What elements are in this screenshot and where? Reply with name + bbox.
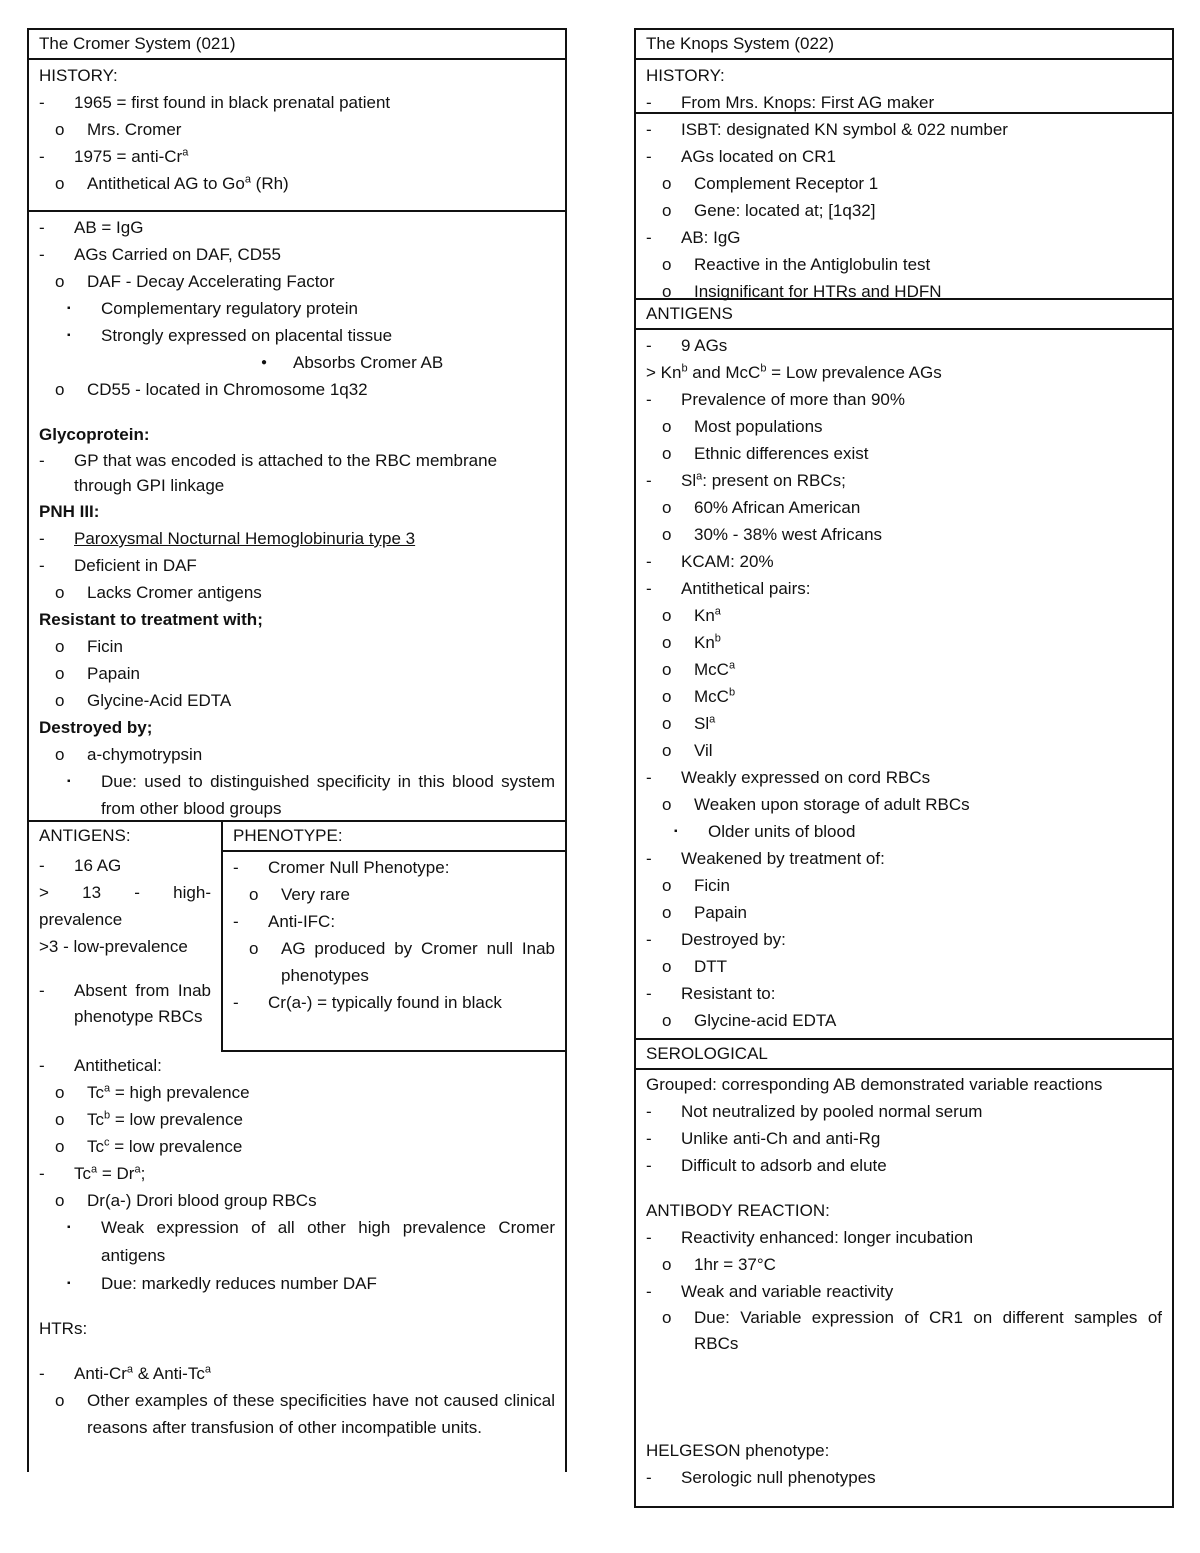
list-item: o 1hr = 37°C: [662, 1255, 776, 1274]
list-item: - Cromer Null Phenotype:: [233, 858, 450, 877]
list-item: o Papain: [662, 903, 747, 922]
list-item: o $Tc^b$ = low prevalence: [55, 1109, 243, 1129]
list-item: o Very rare: [249, 885, 350, 904]
list-item: o 30% - 38% west Africans: [662, 525, 883, 544]
list-item: - Unlike anti-Ch and anti-Rg: [646, 1129, 881, 1148]
list-item: - Weak and variable reactivity: [646, 1282, 894, 1301]
list-item: o Weaken upon storage of adult RBCs: [662, 795, 970, 814]
cromer-title: The Cromer System (021): [29, 30, 565, 60]
list-item: o Other examples of these specificities have not caused clinical reasons after transfusion of other incompatible units.: [55, 1391, 555, 1437]
list-item: o Ficin: [55, 637, 123, 656]
list-item: - 9 AGs: [646, 336, 728, 355]
pnh-heading: PNH III:: [39, 502, 100, 521]
list-item: ▪ Complementary regulatory protein: [67, 299, 359, 318]
list-item: o Ficin: [662, 876, 730, 895]
list-item: ▪ Weak expression of all other high prevalence Cromer antigens: [67, 1218, 555, 1265]
list-item: o 60% African American: [662, 498, 861, 517]
list-item: o Complement Receptor 1: [662, 174, 879, 193]
list-item: - 1975 = anti-$Cr^a$: [39, 146, 189, 166]
list-item: - AGs located on CR1: [646, 147, 836, 166]
list-item: o CD55 - located in Chromosome 1q32: [55, 380, 368, 399]
list-item: - Resistant to:: [646, 984, 776, 1003]
list-item: - Weakly expressed on cord RBCs: [646, 768, 931, 787]
list-item: - Sl$^a$: present on RBCs;: [646, 470, 846, 490]
list-item: ▪ Strongly expressed on placental tissue: [67, 326, 393, 345]
list-item: - 1965 = first found in black prenatal patient: [39, 93, 391, 112]
list-item: - AB: IgG: [646, 228, 741, 247]
list-item: - ISBT: designated KN symbol & 022 number: [646, 120, 1008, 139]
knops-isbt: [636, 114, 1172, 300]
cromer-info: [29, 212, 565, 822]
list-item: o Glycine-acid EDTA: [662, 1011, 837, 1030]
list-item: o McC$^a$: [662, 659, 736, 679]
antibody-reaction-heading: ANTIBODY REACTION:: [646, 1201, 830, 1220]
cromer-system-box: [27, 28, 567, 1472]
list-item: - $Tc^a = Dr^a$;: [39, 1163, 146, 1183]
list-item: o Kn$^a$: [662, 605, 721, 625]
list-item: - 16 AG: [39, 856, 122, 875]
list-item: - Prevalence of more than 90%: [646, 390, 905, 409]
list-item: o DTT: [662, 957, 728, 976]
list-item: o Lacks Cromer antigens: [55, 583, 262, 602]
list-item: - AGs Carried on DAF, CD55: [39, 245, 281, 264]
list-item: ● Absorbs Cromer AB: [261, 353, 444, 372]
list-item: o Glycine-Acid EDTA: [55, 691, 232, 710]
list-item: ▪ Due: markedly reduces number DAF: [67, 1274, 377, 1293]
knops-title: The Knops System (022): [636, 30, 1172, 60]
list-item: o Insignificant for HTRs and HDFN: [662, 282, 942, 301]
list-item: - From Mrs. Knops: First AG maker: [646, 93, 935, 112]
list-item: o $Tc^c$ = low prevalence: [55, 1136, 243, 1156]
list-item: o Most populations: [662, 417, 823, 436]
list-item: - Difficult to adsorb and elute: [646, 1156, 887, 1175]
list-item: o Papain: [55, 664, 140, 683]
helgeson-heading: HELGESON phenotype:: [646, 1441, 830, 1460]
list-item: o AG produced by Cromer null Inab phenotypes: [249, 939, 555, 985]
list-item: > 13 - high-prevalence: [39, 883, 211, 929]
list-item: o Vil: [662, 741, 713, 760]
history-heading: HISTORY:: [646, 66, 725, 85]
knops-serological: [636, 1070, 1172, 1495]
resistant-heading: Resistant to treatment with;: [39, 610, 263, 629]
list-item: - Anti-Cr$^a$ & Anti-Tc$^a$: [39, 1363, 211, 1383]
list-item: o Ethnic differences exist: [662, 444, 869, 463]
antigens-phenotype-grid: [29, 822, 565, 1472]
knops-system-box: [634, 28, 1174, 1508]
knops-antigens: [636, 330, 1172, 1040]
serological-heading: SEROLOGICAL: [636, 1040, 1172, 1070]
list-item: > $Kn^b$ and McC$^b$ = Low prevalence AGs: [646, 362, 942, 382]
list-item: ▪ Older units of blood: [674, 822, 856, 841]
list-item: o Kn$^b$: [662, 632, 721, 652]
list-item: o Gene: located at; [1q32]: [662, 201, 876, 220]
list-item: - Deficient in DAF: [39, 556, 197, 575]
list-item: - Reactivity enhanced: longer incubation: [646, 1228, 974, 1247]
list-item: - Not neutralized by pooled normal serum: [646, 1102, 983, 1121]
list-item: o DAF - Decay Accelerating Factor: [55, 272, 335, 291]
list-item: Grouped: corresponding AB demonstrated variable reactions: [646, 1075, 1103, 1094]
list-item: o Sl$^a$: [662, 713, 716, 733]
list-item: o $Tc^a$ = high prevalence: [55, 1082, 250, 1102]
list-item: - Serologic null phenotypes: [646, 1468, 876, 1487]
list-item: - Cr(a-) = typically found in black: [233, 993, 502, 1012]
list-item: - GP that was encoded is attached to the RBC membrane through GPI linkage: [39, 451, 498, 495]
history-heading: HISTORY:: [39, 66, 118, 85]
list-item: - KCAM: 20%: [646, 552, 774, 571]
antigens-heading: ANTIGENS:: [29, 822, 221, 852]
list-item: - Absent from Inab phenotype RBCs: [39, 981, 211, 1026]
list-item: o Mrs. Cromer: [55, 120, 182, 139]
list-item: - Weakened by treatment of:: [646, 849, 885, 868]
list-item: o McC$^b$: [662, 686, 736, 706]
list-item: - Antithetical pairs:: [646, 579, 811, 598]
list-item: - Antithetical:: [39, 1056, 162, 1075]
list-item: ▪ Due: used to distinguished specificity in this blood system from other blood groups: [67, 772, 555, 818]
phenotype-heading: PHENOTYPE:: [223, 822, 565, 852]
phenotype-column: [223, 822, 565, 1052]
destroyed-heading: Destroyed by;: [39, 718, 153, 737]
list-item: - Anti-IFC:: [233, 912, 336, 931]
list-item: >3 - low-prevalence: [39, 937, 188, 956]
knops-history: [636, 60, 1172, 114]
list-item: o Reactive in the Antiglobulin test: [662, 255, 931, 274]
antigens-heading: ANTIGENS: [636, 300, 1172, 330]
list-item: o a-chymotrypsin: [55, 745, 203, 764]
list-item: - Destroyed by:: [646, 930, 786, 949]
list-item: o Due: Variable expression of CR1 on different samples of RBCs: [662, 1308, 1162, 1353]
glycoprotein-heading: Glycoprotein:: [39, 425, 150, 444]
list-item: - Paroxysmal Nocturnal Hemoglobinuria type 3: [39, 529, 416, 548]
list-item: - AB = IgG: [39, 218, 144, 237]
list-item: o Dr(a-) Drori blood group RBCs: [55, 1191, 317, 1210]
list-item: o Antithetical AG to Go$^a$ (Rh): [55, 173, 289, 193]
cromer-history: [29, 60, 565, 212]
htrs-heading: HTRs:: [39, 1319, 88, 1338]
